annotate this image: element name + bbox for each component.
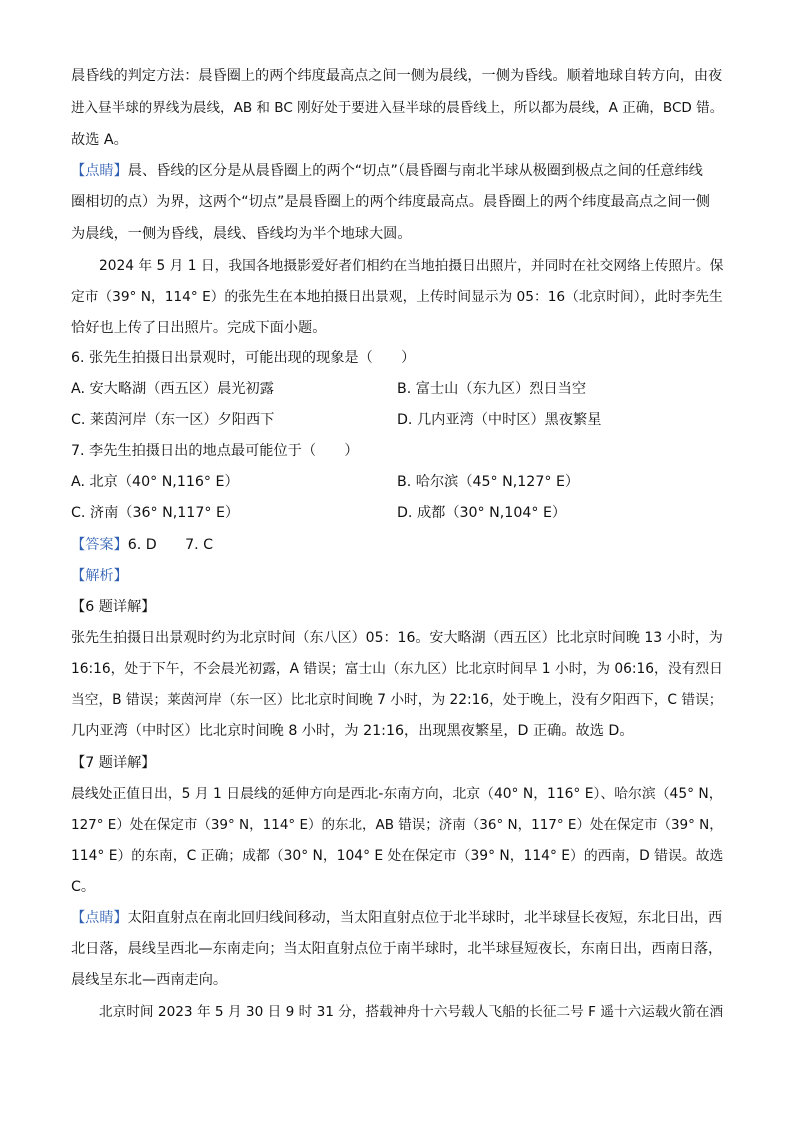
paragraph-line: 张先生拍摄日出景观时约为北京时间（东八区）05：16。安大略湖（西五区）比北京时间晚 13 小时，为: [71, 630, 723, 646]
question-7: 7. 李先生拍摄日出的地点最可能位于（ ）: [71, 443, 359, 459]
paragraph-line: 为晨线，一侧为昏线，晨线、昏线均为半个地球大圆。: [71, 226, 412, 242]
paragraph-line: 定市（39° N，114° E）的张先生在本地拍摄日出景观，上传时间显示为 05：16（北京时间），此时李先生: [71, 289, 723, 305]
paragraph-line: 16:16，处于下午，不会晨光初露，A 错误；富士山（东九区）比北京时间早 1 小时，为 06:16，没有烈日: [71, 661, 723, 677]
paragraph-line: 114° E）的东南，C 正确；成都（30° N，104° E 处在保定市（39° N，114° E）的西南，D 错误。故选: [71, 848, 724, 864]
dianjing-tag: 【点睛】: [71, 910, 128, 926]
paragraph-line: 恰好也上传了日出照片。完成下面小题。: [71, 320, 327, 336]
dianjing-tag: 【点睛】: [71, 163, 128, 179]
q6-detail-tag: 【6 题详解】: [71, 599, 156, 615]
note-text: 太阳直射点在南北回归线间移动，当太阳直射点位于北半球时，北半球昼长夜短，东北日出，西: [127, 910, 723, 926]
option-6b: B. 富士山（东九区）烈日当空: [397, 381, 587, 397]
note-line: [71, 908, 722, 928]
option-6c: C. 莱茵河岸（东一区）夕阳西下: [71, 412, 275, 428]
paragraph-line: 当空，B 错误；莱茵河岸（东一区）比北京时间晚 7 小时，为 22:16，处于晚上，没有夕阳西下，C 错误；: [71, 692, 723, 708]
paragraph-line: 圈相切的点）为界，这两个“切点”是晨昏圈上的两个纬度最高点。晨昏圈上的两个纬度最高点之间一侧: [71, 194, 710, 210]
option-7a: A. 北京（40° N,116° E）: [71, 474, 239, 490]
paragraph-line: 几内亚湾（中时区）比北京时间晚 8 小时，为 21:16，出现黑夜繁星，D 正确。故选 D。: [71, 723, 634, 739]
option-6d: D. 几内亚湾（中时区）黑夜繁星: [397, 412, 602, 428]
option-7d: D. 成都（30° N,104° E）: [397, 505, 567, 521]
note-text: 晨、昏线的区分是从晨昏圈上的两个“切点”（晨昏圈与南北半球从极圈到极点之间的任意纬线: [127, 163, 703, 179]
intro-line: 北京时间 2023 年 5 月 30 日 9 时 31 分，搭载神舟十六号载人飞船的长征二号 F 遥十六运载火箭在酒: [99, 1004, 724, 1020]
intro-line: 2024 年 5 月 1 日，我国各地摄影爱好者们相约在当地拍摄日出照片，并同时在社交网络上传照片。保: [99, 258, 724, 274]
paragraph-line: 故选 A。: [71, 132, 128, 148]
option-7b: B. 哈尔滨（45° N,127° E）: [397, 474, 580, 490]
answer-line: [71, 535, 213, 555]
paragraph-line: 127° E）处在保定市（39° N，114° E）的东北，AB 错误；济南（36° N，117° E）处在保定市（39° N，: [71, 817, 723, 833]
paragraph-line: 晨线呈东北—西南走向。: [71, 972, 228, 988]
paragraph-line: 进入昼半球的界线为晨线，AB 和 BC 刚好处于要进入昼半球的晨昏线上，所以都为晨线，A 正确，BCD 错。: [71, 100, 724, 116]
analysis-tag: 【解析】: [71, 568, 128, 584]
answer-text: 6. D 7. C: [127, 537, 214, 553]
option-7c: C. 济南（36° N,117° E）: [71, 505, 240, 521]
option-6a: A. 安大略湖（西五区）晨光初露: [71, 381, 274, 397]
paragraph-line: 晨昏线的判定方法：晨昏圈上的两个纬度最高点之间一侧为晨线，一侧为昏线。顺着地球自转方向，由夜: [71, 68, 723, 84]
q7-detail-tag: 【7 题详解】: [71, 755, 156, 771]
paragraph-line: 晨线处正值日出，5 月 1 日晨线的延伸方向是西北-东南方向，北京（40° N，116° E）、哈尔滨（45° N，: [71, 786, 723, 802]
paragraph-line: C。: [71, 879, 96, 895]
paragraph-line: 北日落，晨线呈西北—东南走向；当太阳直射点位于南半球时，北半球昼短夜长，东南日出，西南日落，: [71, 941, 723, 957]
answer-tag: 【答案】: [71, 537, 128, 553]
note-line: [71, 161, 703, 181]
question-6: 6. 张先生拍摄日出景观时，可能出现的现象是（ ）: [71, 350, 416, 366]
